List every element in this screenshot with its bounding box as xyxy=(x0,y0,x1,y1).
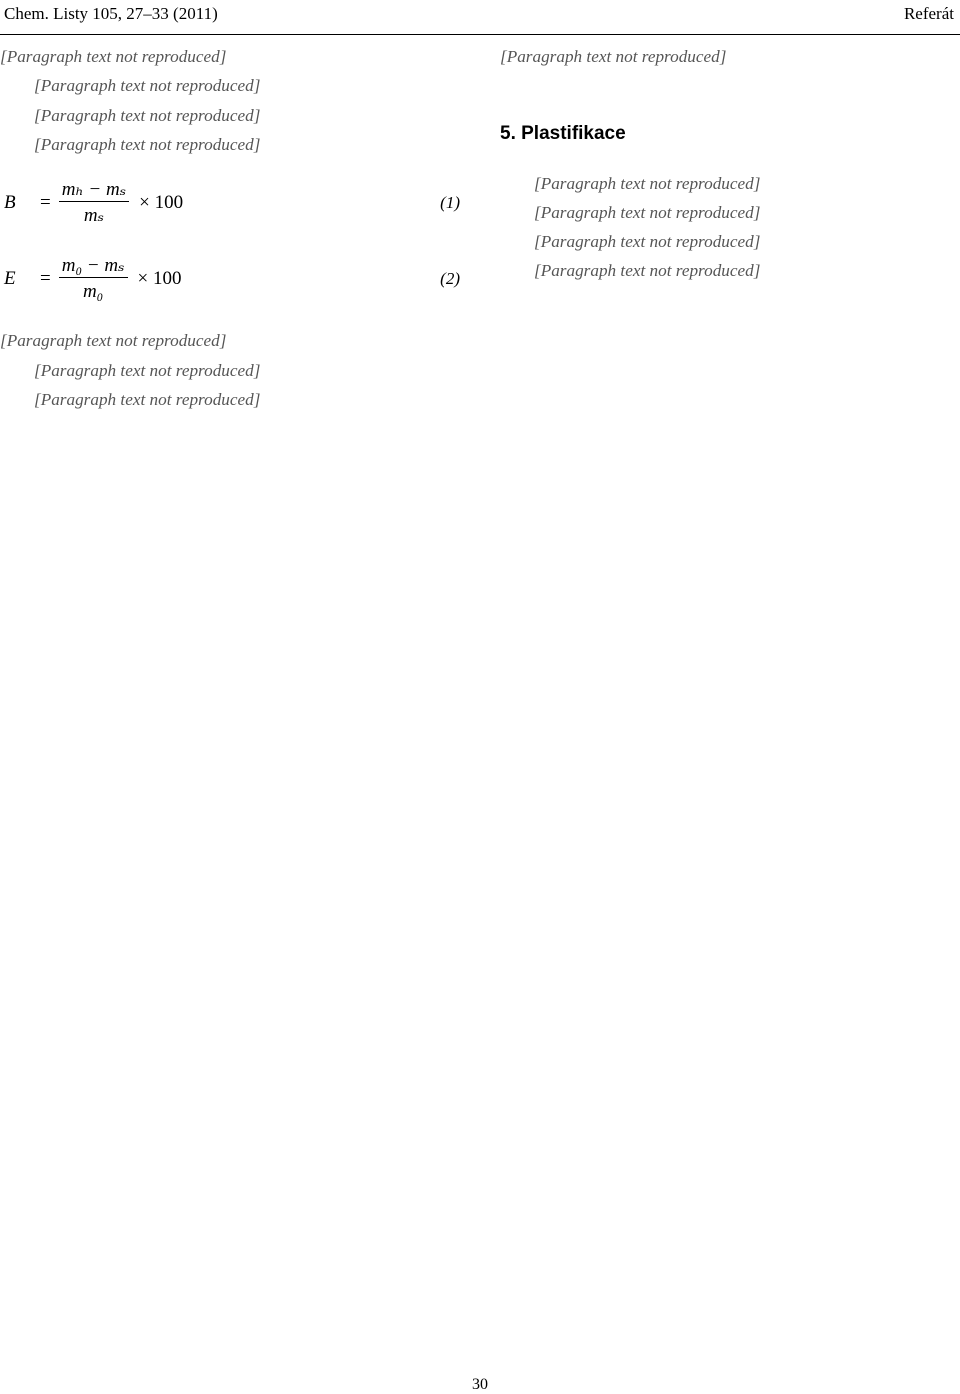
multiplier: × 100 xyxy=(137,267,182,289)
paragraph: [Paragraph text not reproduced] xyxy=(534,261,761,281)
equals-sign: = xyxy=(40,267,51,289)
equals-sign: = xyxy=(40,192,51,214)
journal-citation: Chem. Listy 105, 27–33 (2011) xyxy=(4,4,218,23)
page-number: 30 xyxy=(472,1376,488,1393)
denominator: mₛ xyxy=(83,205,104,227)
paragraph: [Paragraph text not reproduced] xyxy=(34,389,261,409)
section-tag: Referát xyxy=(903,4,954,23)
paragraph: [Paragraph text not reproduced] xyxy=(34,360,261,380)
numerator: m₀ − mₛ xyxy=(59,254,128,278)
paragraph: [Paragraph text not reproduced] xyxy=(534,202,761,222)
paragraph: [Paragraph text not reproduced] xyxy=(500,47,727,66)
equation-lhs: E xyxy=(4,267,16,289)
section-heading: 5. Plastifikace xyxy=(500,123,626,145)
paragraph: [Paragraph text not reproduced] xyxy=(534,232,761,252)
fraction xyxy=(59,178,129,228)
page-header xyxy=(0,0,960,35)
left-column xyxy=(0,45,460,417)
equation-number: (2) xyxy=(440,268,460,288)
right-column xyxy=(500,45,960,289)
equation-1 xyxy=(0,178,460,228)
paragraph: [Paragraph text not reproduced] xyxy=(0,47,227,66)
paragraph: [Paragraph text not reproduced] xyxy=(34,105,261,125)
paragraph: [Paragraph text not reproduced] xyxy=(34,134,261,154)
denominator: m₀ xyxy=(82,281,104,303)
fraction xyxy=(59,254,128,304)
equation-lhs: B xyxy=(4,192,16,214)
numerator: mₕ − mₛ xyxy=(59,178,129,202)
multiplier: × 100 xyxy=(139,192,184,214)
equation-number: (1) xyxy=(440,193,460,213)
paragraph: [Paragraph text not reproduced] xyxy=(0,331,227,351)
paragraph: [Paragraph text not reproduced] xyxy=(534,173,761,193)
paragraph: [Paragraph text not reproduced] xyxy=(34,76,261,96)
equation-2 xyxy=(0,254,460,304)
